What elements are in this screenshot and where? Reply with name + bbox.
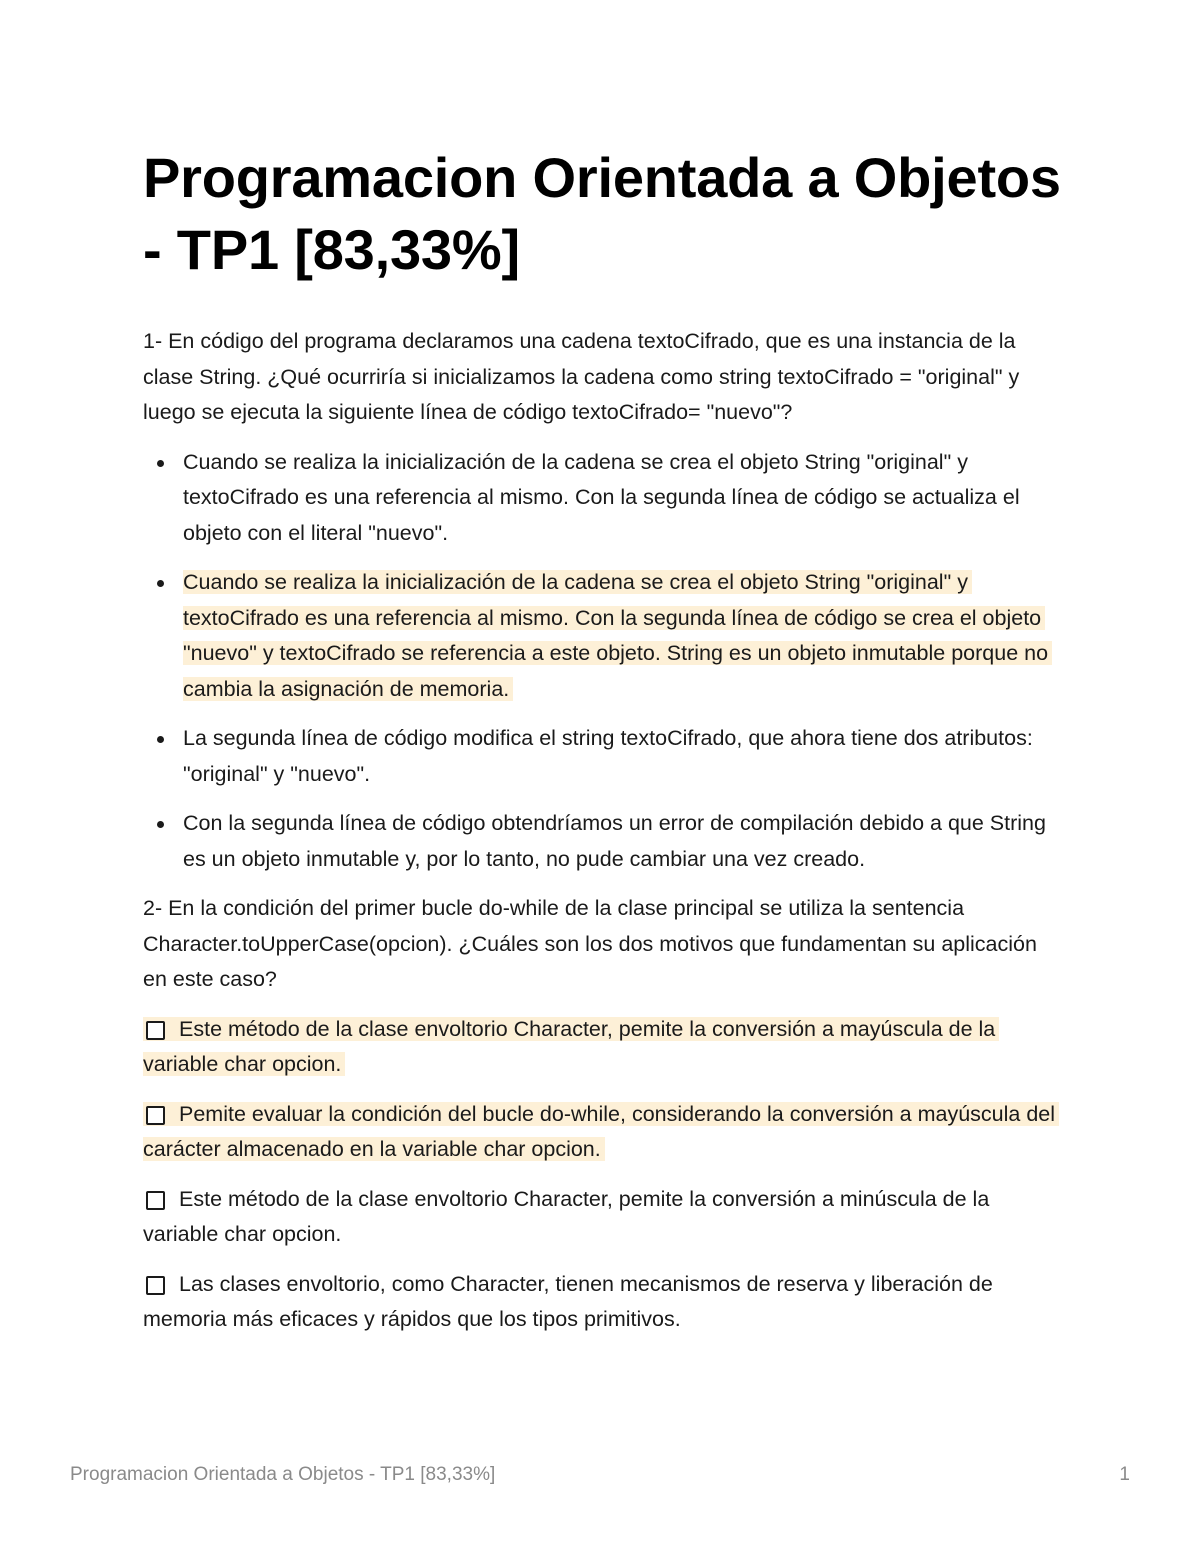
- footer-title: Programacion Orientada a Objetos - TP1 [83,33%]: [70, 1464, 496, 1485]
- question-1-option-2[interactable]: [183, 565, 1063, 707]
- option-text: Las clases envoltorio, como Character, tienen mecanismos de reserva y liberación de memoria más eficaces y rápidos que los tipos primitivos.: [143, 1271, 993, 1331]
- option-text: La segunda línea de código modifica el string textoCifrado, que ahora tiene dos atributos: "original" y "nuevo".: [183, 726, 1033, 786]
- bullet-icon: [157, 736, 164, 743]
- checkbox-icon[interactable]: [146, 1021, 165, 1040]
- question-2-option-3[interactable]: [143, 1182, 1063, 1253]
- option-text-highlighted: Pemite evaluar la condición del bucle do-while, considerando la conversión a mayúscula del carácter almacenado en la variable char opcion.: [143, 1101, 1056, 1161]
- bullet-icon: [157, 460, 164, 467]
- question-1-option-3[interactable]: [183, 721, 1063, 792]
- checkbox-icon[interactable]: [146, 1191, 165, 1210]
- checkbox-icon[interactable]: [146, 1106, 165, 1125]
- page-content: [143, 142, 1063, 1352]
- option-text-highlighted: Este método de la clase envoltorio Character, pemite la conversión a mayúscula de la variable char opcion.: [143, 1016, 996, 1076]
- question-2-option-2[interactable]: [143, 1097, 1063, 1168]
- question-1-option-4[interactable]: [183, 806, 1063, 877]
- option-text: Este método de la clase envoltorio Character, pemite la conversión a minúscula de la variable char opcion.: [143, 1186, 990, 1246]
- option-text-highlighted: Cuando se realiza la inicialización de la cadena se crea el objeto String "original" y textoCifrado es una referencia al mismo. Con la segunda línea de código se crea el objeto "nuevo" y textoCifrado se referencia a este objeto. String es un objeto inmutable porque no cambia la asignación de memoria.: [183, 570, 1052, 701]
- question-2-text: 2- En la condición del primer bucle do-while de la clase principal se utiliza la sentencia Character.toUpperCase(opcion). ¿Cuáles son los dos motivos que fundamentan su aplicación en este caso?: [143, 896, 1037, 991]
- option-text: Cuando se realiza la inicialización de la cadena se crea el objeto String "original" y textoCifrado es una referencia al mismo. Con la segunda línea de código se actualiza el objeto con el literal "nuevo".: [183, 449, 1020, 545]
- bullet-icon: [157, 580, 164, 587]
- question-1-text: 1- En código del programa declaramos una cadena textoCifrado, que es una instancia de la clase String. ¿Qué ocurriría si inicializamos la cadena como string textoCifrado = "original" y luego se ejecuta la siguiente línea de código textoCifrado= "nuevo"?: [143, 329, 1020, 424]
- page-title: Programacion Orientada a Objetos - TP1 [83,33%]: [143, 146, 1061, 281]
- footer-page-number: 1: [1119, 1464, 1130, 1485]
- question-2-option-1[interactable]: [143, 1012, 1063, 1083]
- question-1-options: [143, 445, 1063, 878]
- option-text: Con la segunda línea de código obtendríamos un error de compilación debido a que String es un objeto inmutable y, por lo tanto, no pude cambiar una vez creado.: [183, 811, 1046, 871]
- bullet-icon: [157, 821, 164, 828]
- checkbox-icon[interactable]: [146, 1276, 165, 1295]
- question-2-option-4[interactable]: [143, 1267, 1063, 1338]
- question-1-option-1[interactable]: [183, 445, 1063, 552]
